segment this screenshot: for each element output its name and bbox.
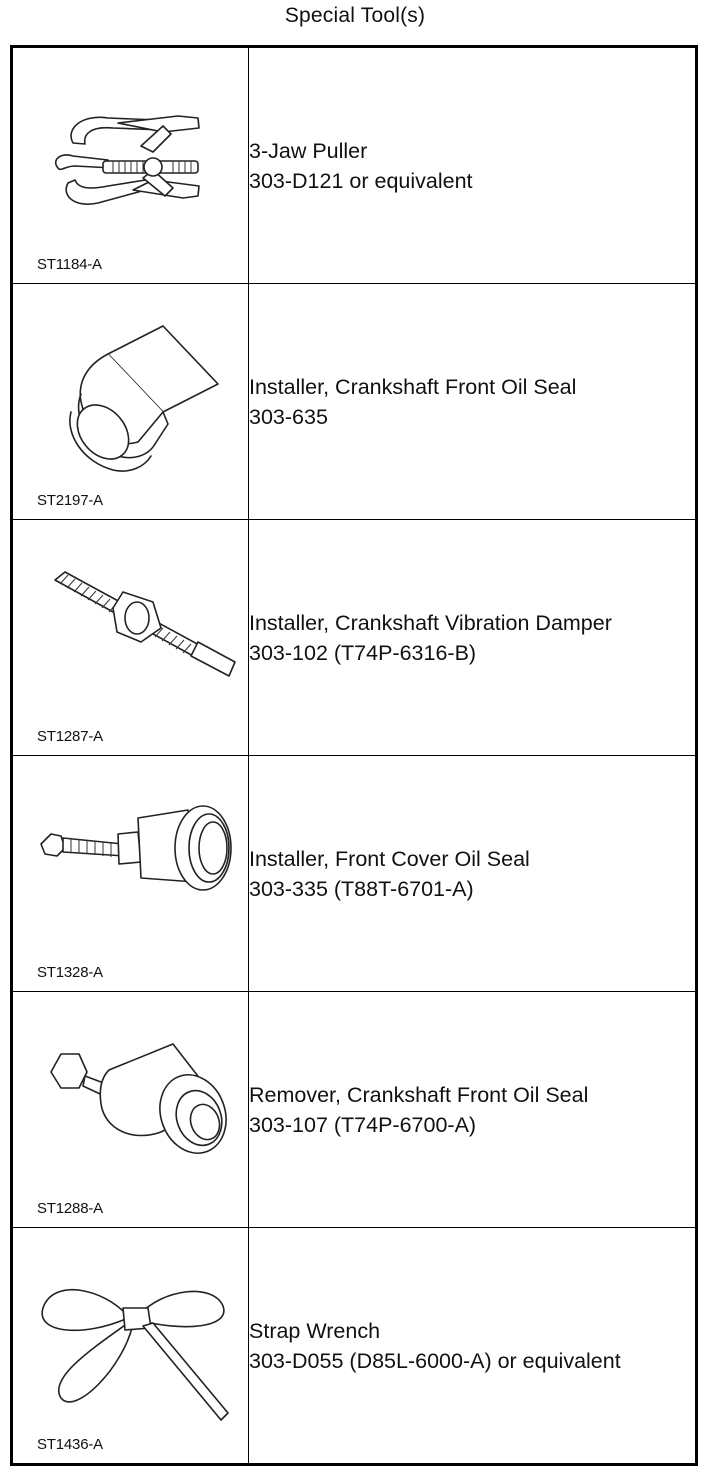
three-jaw-puller-icon	[13, 48, 248, 283]
front-cover-seal-installer-icon	[13, 756, 248, 991]
tool-image-cell	[12, 284, 249, 520]
tool-name: Remover, Crankshaft Front Oil Seal	[249, 1082, 589, 1107]
tool-number: 303-635	[249, 404, 328, 429]
strap-wrench-icon	[13, 1228, 248, 1463]
tool-description-cell	[249, 992, 697, 1228]
tool-image-cell	[12, 47, 249, 284]
tool-image-code: ST1436-A	[37, 1436, 103, 1453]
tool-number: 303-D055 (D85L-6000-A) or equivalent	[249, 1348, 621, 1373]
tool-description-cell	[249, 47, 697, 284]
tool-number: 303-102 (T74P-6316-B)	[249, 640, 477, 665]
table-row	[12, 47, 697, 284]
tool-description-cell	[249, 520, 697, 756]
tool-description-cell	[249, 756, 697, 992]
tool-image-cell	[12, 520, 249, 756]
tool-number: 303-D121 or equivalent	[249, 168, 473, 193]
tool-description-cell	[249, 1228, 697, 1465]
tool-name: Strap Wrench	[249, 1318, 381, 1343]
tool-name: Installer, Crankshaft Vibration Damper	[249, 610, 612, 635]
tool-number: 303-107 (T74P-6700-A)	[249, 1112, 477, 1137]
table-row	[12, 1228, 697, 1465]
table-row	[12, 992, 697, 1228]
tool-description-cell	[249, 284, 697, 520]
table-row	[12, 520, 697, 756]
tool-image-cell	[12, 1228, 249, 1465]
special-tools-table	[10, 45, 698, 1466]
seal-installer-sleeve-icon	[13, 284, 248, 519]
tool-name: 3-Jaw Puller	[249, 138, 368, 163]
table-row	[12, 756, 697, 992]
tool-image-code: ST1288-A	[37, 1200, 103, 1217]
tool-number: 303-335 (T88T-6701-A)	[249, 876, 474, 901]
tool-image-code: ST1184-A	[37, 256, 102, 273]
tool-image-code: ST2197-A	[37, 492, 103, 509]
table-row	[12, 284, 697, 520]
tool-name: Installer, Front Cover Oil Seal	[249, 846, 530, 871]
threaded-damper-installer-icon	[13, 520, 248, 755]
seal-remover-icon	[13, 992, 248, 1227]
tool-image-cell	[12, 992, 249, 1228]
tool-image-code: ST1328-A	[37, 964, 103, 981]
tool-image-cell	[12, 756, 249, 992]
tool-name: Installer, Crankshaft Front Oil Seal	[249, 374, 577, 399]
page-title: Special Tool(s)	[284, 4, 426, 27]
tool-image-code: ST1287-A	[37, 728, 103, 745]
